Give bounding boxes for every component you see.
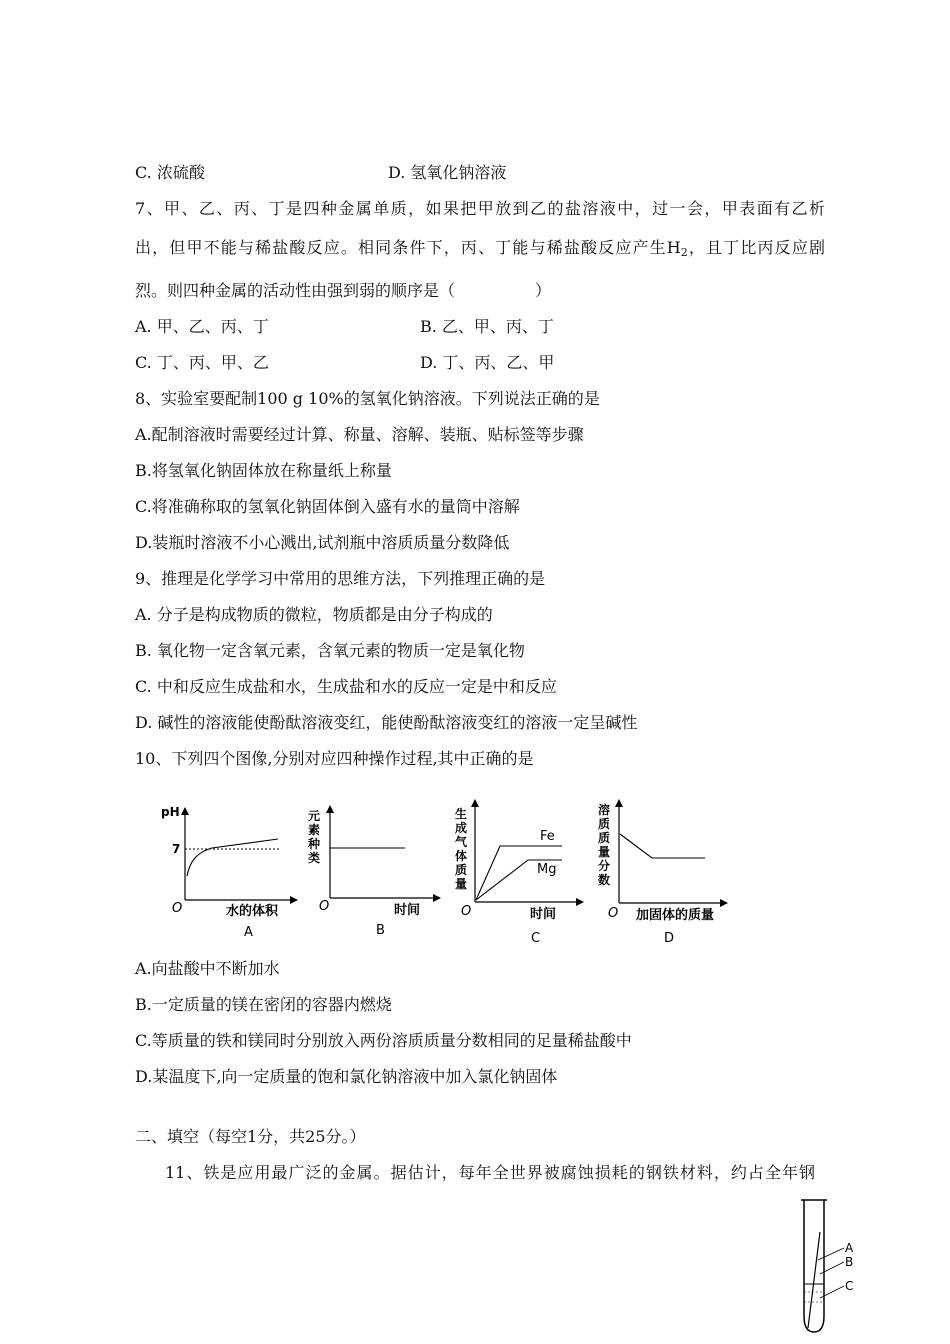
graph-a-ylabel: pH (161, 805, 180, 819)
q9-option-b: B. 氧化物一定含氧元素，含氧元素的物质一定是氧化物 (135, 641, 525, 660)
graph-a-ytick-7: 7 (172, 842, 181, 856)
q7-option-c: C. 丁、丙、甲、乙 (135, 353, 269, 372)
graph-c-xlabel: 时间 (530, 907, 557, 922)
q9-option-d: D. 碱性的溶液能使酚酞溶液变红，能使酚酞溶液变红的溶液一定呈碱性 (135, 713, 638, 732)
q8-option-b: B.将氢氧化钠固体放在称量纸上称量 (135, 461, 392, 480)
test-tube-rod (808, 1232, 820, 1328)
q10-stem: 10、下列四个图像,分别对应四种操作过程,其中正确的是 (135, 749, 534, 768)
graph-a-caption: A (244, 925, 253, 940)
graph-d-xlabel: 加固体的质量 (636, 908, 715, 923)
graph-c-origin: O (461, 904, 472, 919)
q7-stem-line3: 烈。则四种金属的活动性由强到弱的顺序是（ ） (135, 281, 552, 300)
q7-option-a: A. 甲、乙、丙、丁 (135, 317, 269, 336)
graph-d-origin: O (608, 906, 619, 921)
q8-option-a: A.配制溶液时需要经过计算、称量、溶解、装瓶、贴标签等步骤 (135, 425, 584, 444)
graph-d-caption: D (664, 931, 675, 946)
section2-title: 二、填空（每空1分，共25分。） (135, 1127, 366, 1146)
graph-b-caption: B (376, 923, 385, 938)
tube-label-c: C (845, 1279, 854, 1293)
test-tube-outline (804, 1200, 824, 1332)
graph-b-xlabel: 时间 (394, 903, 421, 918)
graph-a-origin: O (172, 901, 183, 916)
q7-stem-line1: 7、甲、乙、丙、丁是四种金属单质，如果把甲放到乙的盐溶液中，过一会，甲表面有乙析 (135, 199, 825, 218)
q10-option-a: A.向盐酸中不断加水 (135, 959, 280, 978)
graph-b-origin: O (319, 899, 330, 914)
q10-option-c: C.等质量的铁和镁同时分别放入两份溶质质量分数相同的足量稀盐酸中 (135, 1031, 632, 1050)
tube-label-b: B (845, 1255, 854, 1269)
q6-option-d: D. 氢氧化钠溶液 (388, 163, 507, 182)
q9-option-a: A. 分子是构成物质的微粒，物质都是由分子构成的 (135, 605, 493, 624)
graph-c-fe-label: Fe (540, 829, 555, 844)
q8-option-d: D.装瓶时溶液不小心溅出,试剂瓶中溶质质量分数降低 (135, 533, 510, 552)
q10-option-d: D.某温度下,向一定质量的饱和氯化钠溶液中加入氯化钠固体 (135, 1067, 558, 1086)
graph-c-mg-label: Mg (537, 862, 557, 877)
tube-label-a: A (845, 1241, 854, 1255)
graph-a (161, 805, 297, 940)
graph-d-line (620, 834, 705, 858)
graph-d-ylabel: 溶质质量分数 (598, 803, 611, 887)
q10-graphs (0, 790, 950, 960)
graph-c-ylabel: 生成气体质量 (455, 807, 468, 891)
graph-d (598, 800, 727, 946)
graph-a-xlabel: 水的体积 (226, 904, 279, 919)
q8-stem: 8、实验室要配制100 g 10%的氢氧化钠溶液。下列说法正确的是 (135, 389, 600, 408)
q7-stem-line2: 出，但甲不能与稀盐酸反应。相同条件下，丙、丁能与稀盐酸反应产生$H_2$，且丁比丙反应剧 (135, 238, 825, 259)
q7-option-d: D. 丁、丙、乙、甲 (420, 353, 555, 372)
q10-option-b: B.一定质量的镁在密闭的容器内燃烧 (135, 995, 392, 1014)
graph-a-curve (187, 839, 278, 876)
graph-c-caption: C (531, 931, 541, 946)
test-tube-figure (792, 1198, 862, 1338)
q7-option-b: B. 乙、甲、丙、丁 (420, 317, 554, 336)
q8-option-c: C.将准确称取的氢氧化钠固体倒入盛有水的量筒中溶解 (135, 497, 520, 516)
q6-option-c: C. 浓硫酸 (135, 163, 205, 182)
graph-b-ylabel: 元素种类 (308, 809, 321, 865)
q11-line1: 11、铁是应用最广泛的金属。据估计，每年全世界被腐蚀损耗的钢铁材料，约占全年钢 (165, 1163, 815, 1182)
graph-c (455, 800, 583, 946)
graph-b (307, 806, 440, 938)
q9-option-c: C. 中和反应生成盐和水，生成盐和水的反应一定是中和反应 (135, 677, 557, 696)
q9-stem: 9、推理是化学学习中常用的思维方法，下列推理正确的是 (135, 569, 546, 588)
